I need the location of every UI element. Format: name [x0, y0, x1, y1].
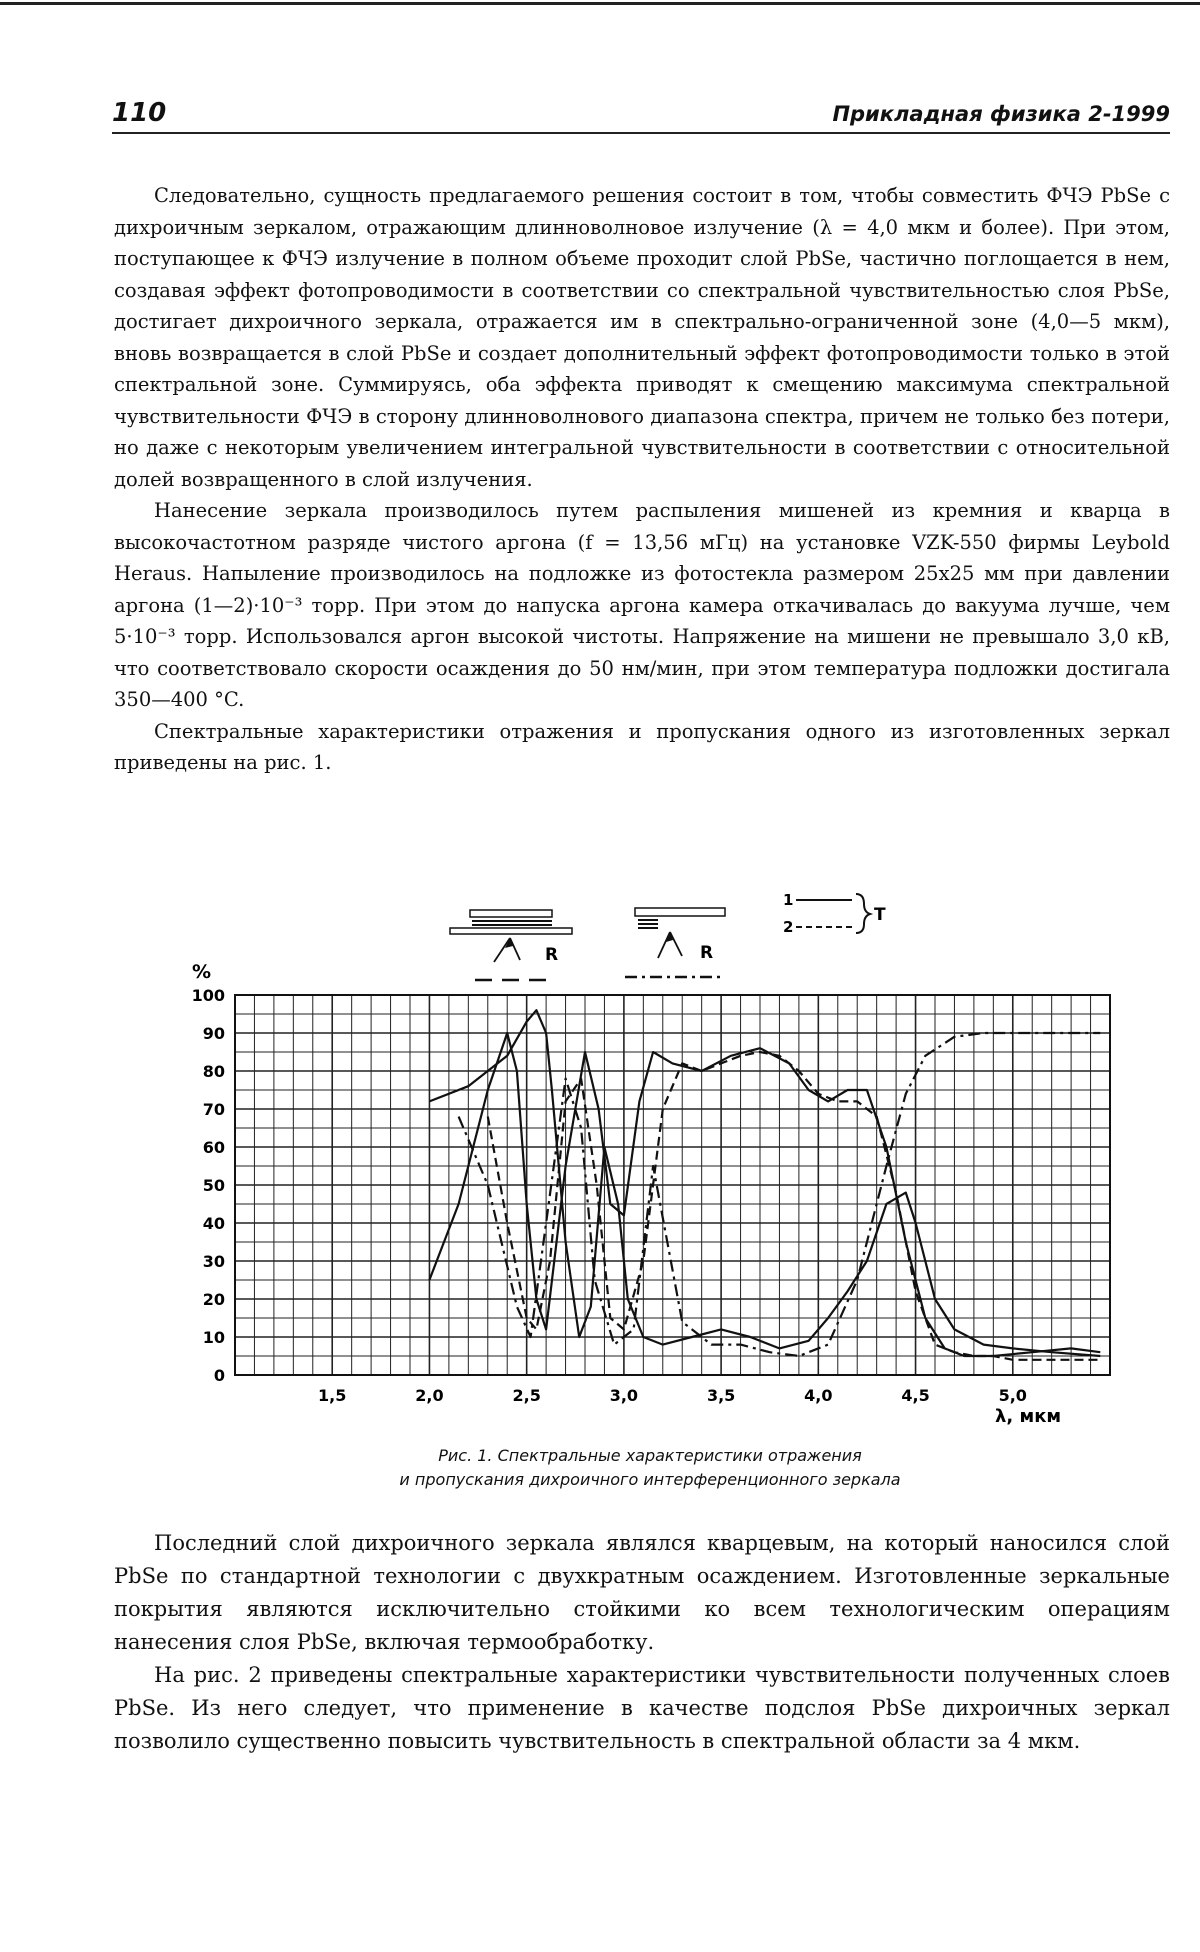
spectral-chart	[180, 880, 1140, 1460]
page-top-border	[0, 2, 1200, 5]
body-text-bottom	[114, 1527, 1170, 1758]
legend-label-T: T	[874, 905, 886, 925]
page-number: 110	[112, 98, 167, 128]
sample-diagram-1	[450, 910, 572, 980]
x-axis-label: λ, мкм	[995, 1406, 1062, 1427]
reflection-label: R	[545, 945, 559, 965]
x-tick-label: 5,0	[998, 1386, 1027, 1405]
series-line-r-1	[429, 1010, 1100, 1356]
body-text-top	[114, 180, 1170, 779]
y-tick-label: 30	[202, 1252, 225, 1271]
x-tick-label: 1,5	[318, 1386, 347, 1405]
y-axis-ticks	[192, 986, 225, 1385]
y-tick-label: 50	[202, 1176, 225, 1195]
paragraph: Нанесение зеркала производилось путем распыления мишеней из кремния и кварца в высокочастотном разряде чистого аргона (f = 13,56 мГц) на установке VZK-550 фирмы Leybold Heraus. Напыление производилось на подложке из фотостекла размером 25x25 мм при давлении аргона (1—2)·10⁻³ торр. При этом до напуска аргона камера откачивалась до вакуума лучше, чем 5·10⁻³ торр. Использовался аргон высокой чистоты. Напряжение на мишени не превышало 3,0 кВ, что соответствовало скорости осаждения до 50 нм/мин, при этом температура подложки достигала 350—400 °C.	[114, 499, 1170, 711]
figure-caption	[200, 1444, 1100, 1492]
header-divider	[112, 132, 1170, 134]
x-tick-label: 2,5	[512, 1386, 541, 1405]
paragraph: Спектральные характеристики отражения и пропускания одного из изготовленных зеркал приведены на рис. 1.	[114, 719, 1170, 774]
y-tick-label: 0	[213, 1366, 225, 1385]
legend	[783, 891, 886, 936]
legend-label-2: 2	[783, 918, 794, 936]
paragraph: На рис. 2 приведены спектральные характеристики чувствительности полученных слоев PbSe. Из него следует, что применение в качестве подслоя PbSe дихроичных зеркал позволило существенно повысить чувствительность в спектральной области за 4 мкм.	[114, 1663, 1170, 1753]
series-line-t-2	[488, 1052, 1101, 1360]
y-tick-label: 70	[202, 1100, 225, 1119]
sample-diagram-2	[625, 908, 725, 977]
y-tick-label: 60	[202, 1138, 225, 1157]
paragraph: Последний слой дихроичного зеркала являлся кварцевым, на который наносился слой PbSe по стандартной технологии с двухкратным осаждением. Изготовленные зеркальные покрытия являются исключительно стойкими ко всем технологическим операциям нанесения слоя PbSe, включая термообработку.	[114, 1531, 1170, 1654]
x-tick-label: 4,5	[901, 1386, 930, 1405]
reflection-label: R	[700, 943, 714, 963]
chart-grid	[235, 995, 1110, 1375]
legend-label-1: 1	[783, 891, 794, 909]
journal-title: Прикладная физика 2-1999	[832, 102, 1170, 126]
y-tick-label: 80	[202, 1062, 225, 1081]
x-tick-label: 3,5	[706, 1386, 736, 1405]
x-axis-ticks	[318, 1386, 1027, 1405]
caption-line-2: и пропускания дихроичного интерференционного зеркала	[399, 1470, 901, 1489]
paragraph: Следовательно, сущность предлагаемого решения состоит в том, чтобы совместить ФЧЭ PbSe с дихроичным зеркалом, отражающим длинноволновое излучение (λ = 4,0 мкм и более). При этом, поступающее к ФЧЭ излучение в полном объеме проходит слой PbSe, частично поглощается в нем, создавая эффект фотопроводимости в соответствии со спектральной чувствительностью слоя PbSe, достигает дихроичного зеркала, отражается им в спектрально-ограниченной зоне (4,0—5 мкм), вновь возвращается в слой PbSe и создает дополнительный эффект фотопроводимости только в этой спектральной зоне. Суммируясь, оба эффекта приводят к смещению максимума спектральной чувствительности ФЧЭ в сторону длинноволнового диапазона спектра, причем не только без потери, но даже с некоторым увеличением интегральной чувствительности в соответствии с относительной долей возвращенного в слой излучения.	[114, 184, 1170, 491]
x-tick-label: 4,0	[804, 1386, 833, 1405]
y-tick-label: 90	[202, 1024, 225, 1043]
x-tick-label: 2,0	[415, 1386, 444, 1405]
y-axis-unit: %	[192, 961, 212, 983]
series-line-t-1	[429, 1033, 1100, 1356]
y-tick-label: 100	[191, 986, 225, 1005]
figure-1	[180, 880, 1140, 1460]
caption-line-1: Рис. 1. Спектральные характеристики отражения	[438, 1446, 862, 1465]
y-tick-label: 10	[202, 1328, 225, 1347]
y-tick-label: 20	[202, 1290, 225, 1309]
legend-brace	[856, 894, 870, 933]
x-tick-label: 3,0	[609, 1386, 639, 1405]
y-tick-label: 40	[202, 1214, 225, 1233]
